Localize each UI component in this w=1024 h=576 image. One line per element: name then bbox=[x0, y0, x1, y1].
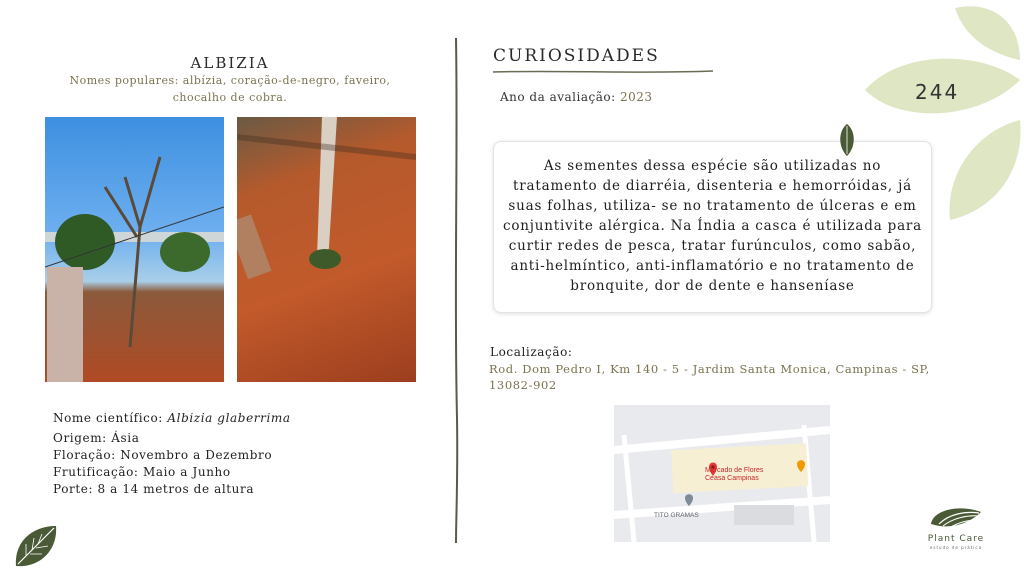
tree-photo-trunk bbox=[237, 117, 416, 382]
curiosities-text: As sementes dessa espécie são utilizadas no tratamento de diarréia, disenteria e hemorróidas, já suas folhas, utiliza- se no tratamento de úlceras e em conjuntivite alérgica. Na Índia a casca é utilizada para curtir redes de pesca, tratar furúnculos, como sabão, anti-helmíntico, anti-inflamatório e no tratamento de bronquite, dor de dente e hanseníase bbox=[502, 158, 923, 294]
fruiting: Frutificação: Maio a Junho bbox=[53, 465, 231, 479]
origin: Origem: Ásia bbox=[53, 431, 140, 445]
tree-photo-sky bbox=[45, 117, 224, 382]
size: Porte: 8 a 14 metros de altura bbox=[53, 482, 255, 496]
evaluation-year: Ano da avaliação: 2023 bbox=[500, 90, 653, 104]
curiosities-heading: CURIOSIDADES bbox=[493, 46, 660, 66]
location-map[interactable] bbox=[614, 405, 830, 542]
leaf-icon-bottom-left bbox=[12, 522, 60, 570]
brand-tagline: estudo de prática bbox=[929, 545, 983, 550]
plant-care-logo-icon bbox=[929, 502, 983, 532]
location-address: Rod. Dom Pedro I, Km 140 - 5 - Jardim Santa Monica, Campinas - SP, 13082-902 bbox=[489, 362, 930, 392]
plant-title: ALBIZIA bbox=[190, 54, 270, 72]
curiosities-card bbox=[493, 141, 932, 313]
scientific-name-row: Nome científico: Albizia glaberrima bbox=[53, 411, 291, 425]
leaf-top bbox=[955, 6, 1020, 60]
leaf-bottom bbox=[950, 120, 1021, 220]
location-label: Localização: bbox=[490, 345, 573, 359]
leaf-icon-card bbox=[837, 123, 857, 157]
section-divider bbox=[453, 38, 459, 543]
page-number: 244 bbox=[915, 80, 960, 104]
map-place-label: Mercado de Flores Ceasa Campinas bbox=[705, 467, 764, 482]
heading-underline bbox=[493, 69, 715, 75]
brand-name: Plant Care bbox=[927, 534, 985, 544]
flowering: Floração: Novembro a Dezembro bbox=[53, 448, 273, 462]
plant-facts bbox=[53, 410, 291, 498]
year-value: 2023 bbox=[619, 90, 653, 104]
map-poi-label: TITO GRAMAS bbox=[654, 512, 699, 519]
popular-names: Nomes populares: albízia, coração-de-negro, faveiro, chocalho de cobra. bbox=[69, 74, 391, 104]
scientific-name: Albizia glaberrima bbox=[167, 411, 291, 425]
